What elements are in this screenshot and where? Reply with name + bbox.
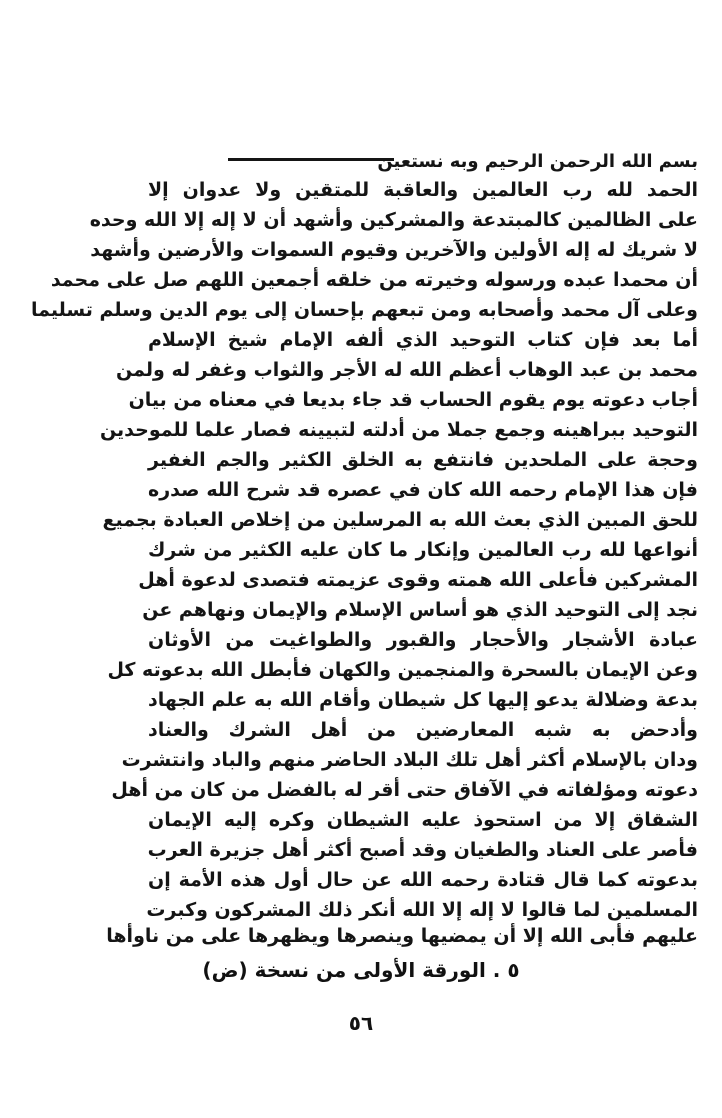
manuscript-line-19: بدعة وضلالة يدعو إليها كل شيطان وأقام الله به علم الجهاد <box>148 689 698 711</box>
manuscript-line-2: الحمد لله رب العالمين والعاقبة للمتقين ولا عدوان إلا <box>148 179 698 201</box>
manuscript-line-9: أجاب دعوته يوم يقوم الحساب قد جاء بديعا في معناه من بيان <box>128 389 698 411</box>
manuscript-line-8: محمد بن عبد الوهاب أعظم الله له الأجر والثواب وغفر له ولمن <box>116 359 698 381</box>
manuscript-line-22: دعوته ومؤلفاته في الآفاق حتى أقر له بالفضل من كان من أهل <box>111 779 698 801</box>
manuscript-line-15: المشركين فأعلى الله همته وقوى عزيمته فتصدى لدعوة أهل <box>138 569 698 591</box>
manuscript-line-10: التوحيد ببراهينه وجمع جملا من أدلته لتبيينه فصار علما للموحدين <box>99 419 698 441</box>
manuscript-line-1: بسم الله الرحمن الرحيم وبه نستعين <box>377 151 698 172</box>
manuscript-line-4: لا شريك له إله الأولين والآخرين وقيوم السموات والأرضين وأشهد <box>90 239 698 261</box>
manuscript-line-25: بدعوته كما قال قتادة رحمه الله عن حال أول هذه الأمة إن <box>148 869 698 891</box>
manuscript-line-12: فإن هذا الإمام رحمه الله كان في عصره قد شرح الله صدره <box>148 479 698 501</box>
manuscript-line-5: أن محمدا عبده ورسوله وخيرته من خلقه أجمعين اللهم صل على محمد <box>50 269 698 291</box>
manuscript-line-14: أنواعها لله رب العالمين وإنكار ما كان عليه الكثير من شرك <box>148 539 698 561</box>
manuscript-line-16: نجد إلى التوحيد الذي هو أساس الإسلام والإيمان ونهاهم عن <box>142 599 698 621</box>
figure-caption: ٥ . الورقة الأولى من نسخة (ض) <box>202 958 520 982</box>
page-number: ٥٦ <box>348 1011 374 1035</box>
manuscript-line-27: عليهم فأبى الله إلا أن يمضيها وينصرها ويظهرها على من ناوأها <box>106 925 698 947</box>
manuscript-line-3: على الظالمين كالمبتدعة والمشركين وأشهد أن لا إله إلا الله وحده <box>89 209 698 231</box>
manuscript-line-18: وعن الإيمان بالسحرة والمنجمين والكهان فأبطل الله بدعوته كل <box>107 659 698 681</box>
manuscript-image <box>31 140 710 952</box>
manuscript-line-7: أما بعد فإن كتاب التوحيد الذي ألفه الإمام شيخ الإسلام <box>148 329 698 351</box>
manuscript-line-20: وأدحض به شبه المعارضين من أهل الشرك والعناد <box>148 719 698 741</box>
manuscript-line-21: ودان بالإسلام أكثر أهل تلك البلاد الحاضر منهم والباد وانتشرت <box>121 749 698 771</box>
manuscript-line-13: للحق المبين الذي بعث الله به المرسلين من إخلاص العبادة بجميع <box>102 509 698 531</box>
manuscript-line-17: عبادة الأشجار والأحجار والقبور والطواغيت من الأوثان <box>148 629 698 651</box>
manuscript-line-11: وحجة على الملحدين فانتفع به الخلق الكثير والجم الغفير <box>148 449 698 471</box>
manuscript-line-26: المسلمين لما قالوا لا إله إلا الله أنكر ذلك المشركون وكبرت <box>146 899 698 921</box>
manuscript-line-23: الشقاق إلا من استحوذ عليه الشيطان وكره إليه الإيمان <box>148 809 698 831</box>
manuscript-line-24: فأصر على العناد والطغيان وقد أصبح أكثر أهل جزيرة العرب <box>147 839 698 861</box>
manuscript-line-6: وعلى آل محمد وأصحابه ومن تبعهم بإحسان إلى يوم الدين وسلم تسليما <box>31 299 698 321</box>
